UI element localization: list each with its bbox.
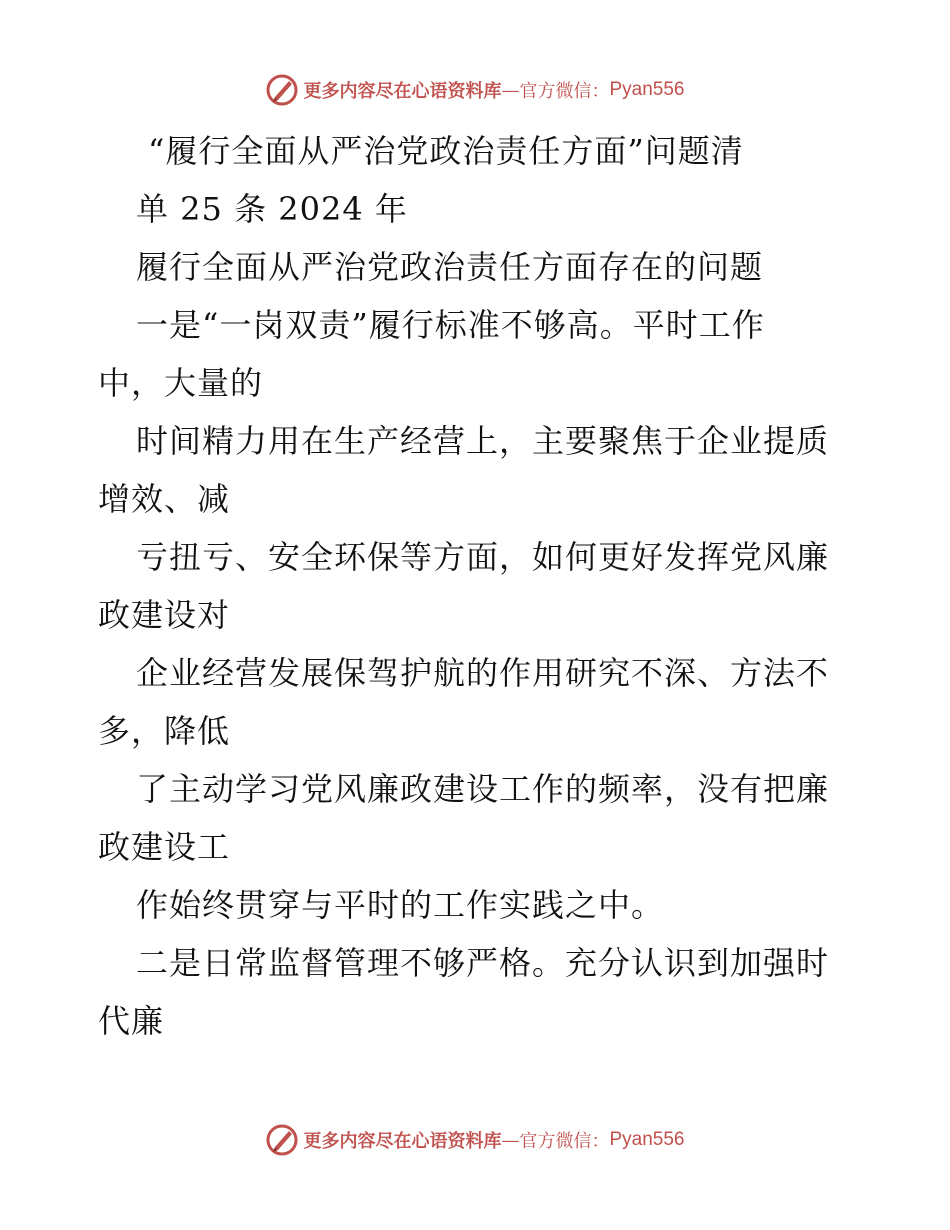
footer-watermark — [0, 1120, 950, 1160]
paragraph-line: 代廉 — [98, 1002, 165, 1040]
watermark-main-text: 更多内容尽在心语资料库 — [303, 81, 502, 102]
watermark-wechat-id: Pyan556 — [609, 79, 685, 100]
paragraph-line: 了主动学习党风廉政建设工作的频率，没有把廉 — [136, 770, 830, 808]
header-watermark — [0, 70, 950, 110]
paragraph-line: 时间精力用在生产经营上，主要聚焦于企业提质 — [136, 422, 830, 460]
section-heading: 履行全面从严治党政治责任方面存在的问题 — [136, 248, 764, 286]
pen-logo-icon — [265, 73, 299, 107]
paragraph-line: 多，降低 — [98, 712, 231, 750]
document-body — [98, 122, 858, 1050]
document-title-line-2: 单 25 条 2024 年 — [136, 190, 408, 228]
paragraph-line: 企业经营发展保驾护航的作用研究不深、方法不 — [136, 654, 830, 692]
watermark-dash: — — [501, 1129, 520, 1151]
paragraph-line: 政建设工 — [98, 828, 231, 866]
paragraph-line: 政建设对 — [98, 596, 231, 634]
paragraph-line: 一是“一岗双责”履行标准不够高。平时工作 — [136, 306, 765, 344]
watermark-wechat-label: 官方微信： — [519, 81, 610, 102]
watermark-wechat-label: 官方微信： — [519, 1131, 610, 1152]
paragraph-line: 增效、减 — [98, 480, 231, 518]
paragraph-line: 作始终贯穿与平时的工作实践之中。 — [136, 886, 665, 924]
pen-logo-icon — [265, 1123, 299, 1157]
paragraph-line: 亏扭亏、安全环保等方面，如何更好发挥党风廉 — [136, 538, 830, 576]
watermark-wechat-id: Pyan556 — [609, 1129, 685, 1150]
paragraph-line: 中，大量的 — [98, 364, 264, 402]
document-title-line-1: “履行全面从严治党政治责任方面”问题清 — [148, 132, 744, 170]
watermark-dash: — — [501, 79, 520, 101]
watermark-main-text: 更多内容尽在心语资料库 — [303, 1131, 502, 1152]
paragraph-line: 二是日常监督管理不够严格。充分认识到加强时 — [136, 944, 830, 982]
